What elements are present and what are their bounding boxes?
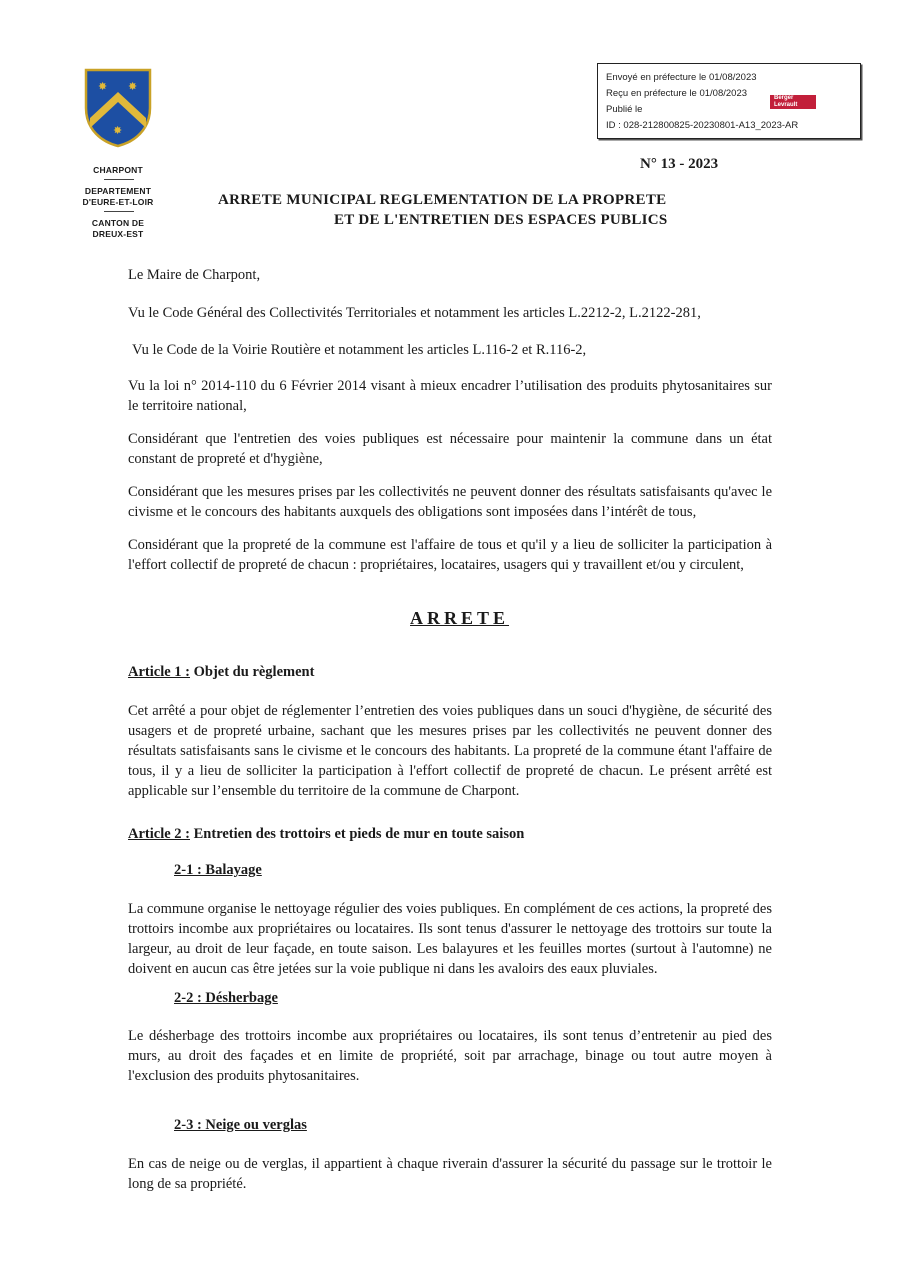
section-2-1-title: 2-1 : Balayage <box>174 862 262 878</box>
vu-paragraph-3: Vu la loi n° 2014-110 du 6 Février 2014 visant à mieux encadrer l’utilisation des produits phytosanitaires sur le territoire national, <box>128 378 772 414</box>
coat-of-arms-icon <box>84 68 152 148</box>
article-2-title: Entretien des trottoirs et pieds de mur en toute saison <box>190 826 525 842</box>
section-2-2-title: 2-2 : Désherbage <box>174 990 278 1006</box>
considerant-paragraph-3: Considérant que la propreté de la commune est l'affaire de tous et qu'il y a lieu de solliciter la participation à l'effort collectif de propreté de chacun : propriétaires, locataires, usagers qui y travaillent et/ou y circulent, <box>128 537 772 573</box>
canton-line-1: CANTON DE <box>91 218 145 228</box>
article-2-label: Article 2 : <box>128 826 190 842</box>
stamp-received: Reçu en préfecture le 01/08/2023 <box>606 88 748 99</box>
article-1-heading <box>128 664 314 681</box>
section-2-3-title: 2-3 : Neige ou verglas <box>174 1117 307 1133</box>
divider <box>104 211 134 212</box>
prefecture-stamp <box>597 63 861 139</box>
berger-levrault-logo <box>770 95 816 109</box>
stamp-sent: Envoyé en préfecture le 01/08/2023 <box>606 72 757 83</box>
title-line-2: ET DE L'ENTRETIEN DES ESPACES PUBLICS <box>334 212 668 228</box>
svg-text:✸: ✸ <box>113 124 123 137</box>
arrete-number: N° 13 - 2023 <box>640 156 719 172</box>
vu-paragraph-1: Vu le Code Général des Collectivités Territoriales et notamment les articles L.2212-2, L.2122-281, <box>128 305 701 321</box>
divider <box>104 179 134 180</box>
department-line-2: D'EURE-ET-LOIR <box>82 197 154 207</box>
article-1-title: Objet du règlement <box>190 664 315 680</box>
mayor-line: Le Maire de Charpont, <box>128 267 261 283</box>
considerant-paragraph-2: Considérant que les mesures prises par les collectivités ne peuvent donner des résultats satisfaisants qu'avec le civisme et le concours des habitants auxquels des obligations sont imposées dans l’intérêt de tous, <box>128 484 772 520</box>
logo-line-2: Levrault <box>774 102 798 108</box>
considerant-paragraph-1: Considérant que l'entretien des voies publiques est nécessaire pour maintenir la commune dans un état constant de propreté et d'hygiène, <box>128 431 772 467</box>
stamp-published: Publié le <box>606 104 643 115</box>
vu-paragraph-2: Vu le Code de la Voirie Routière et notamment les articles L.116-2 et R.116-2, <box>132 342 587 358</box>
title-line-1: ARRETE MUNICIPAL REGLEMENTATION DE LA PROPRETE <box>218 192 667 208</box>
svg-text:✸: ✸ <box>98 80 108 93</box>
canton-line-2: DREUX-EST <box>92 229 144 239</box>
article-1-label: Article 1 : <box>128 664 190 680</box>
article-1-text: Cet arrêté a pour objet de réglementer l’entretien des voies publiques dans un souci d'hygiène, de sécurité des usagers et de propreté urbaine, sachant que les mesures prises par les collectivités ne peuvent donner des résultats satisfaisants sans le civisme et le concours des habitants. La propreté de la commune étant l'affaire de tous, il y a lieu de solliciter la participation à l'effort collectif de propreté de chacun. Le présent arrêté est applicable sur l’ensemble du territoire de la commune de Charpont. <box>128 703 772 799</box>
stamp-id: ID : 028-212800825-20230801-A13_2023-AR <box>606 120 799 131</box>
section-2-1-text: La commune organise le nettoyage régulier des voies publiques. En complément de ces actions, la propreté des trottoirs incombe aux propriétaires ou locataires. Ils sont tenus d'assurer le nettoyage des trottoirs sur toute la largeur, au droit de leur façade, en toute saison. Les balayures et les feuilles mortes (surtout à l'automne) ne doivent en aucun cas être jetées sur la voie publique ni dans les avaloirs des eaux pluviales. <box>128 901 772 977</box>
arrete-heading: ARRETE <box>410 608 510 628</box>
section-2-3-text: En cas de neige ou de verglas, il appartient à chaque riverain d'assurer la sécurité du passage sur le trottoir le long de sa propriété. <box>128 1156 772 1192</box>
article-2-heading <box>128 826 524 843</box>
logo-line-1: Berger <box>774 95 794 101</box>
commune-name: CHARPONT <box>93 165 143 175</box>
section-2-2-text: Le désherbage des trottoirs incombe aux propriétaires ou locataires, ils sont tenus d’entretenir au pied des murs, au droit des façades et en limite de propriété, soit par arrachage, binage ou tout autre moyen à l'exclusion des produits phytosanitaires. <box>128 1028 772 1084</box>
svg-text:✸: ✸ <box>128 80 138 93</box>
department-line-1: DEPARTEMENT <box>84 186 152 196</box>
